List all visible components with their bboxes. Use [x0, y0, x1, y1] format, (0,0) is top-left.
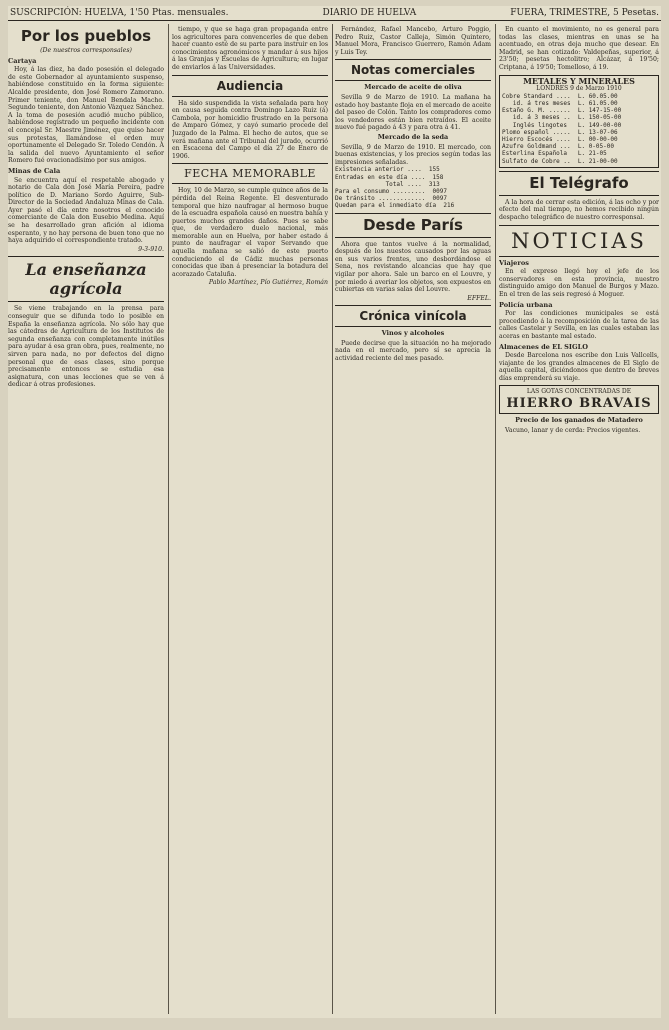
- divider: [499, 195, 659, 196]
- article-text: Desde Barcelona nos escribe don Luis Vallcells, viajante de los grandes almacenes de El Siglo de aquella capital, diciéndonos que dentro de breves días emprenderá su viaje.: [499, 352, 659, 382]
- newspaper-page: [8, 6, 661, 1018]
- section-heading: Viajeros: [499, 258, 529, 267]
- article-text: En cuanto el movimiento, no es general para todas las clases, mientras en unas se ha acentuado, en otras deja mucho que desear. En Madrid, se han cotizado: Valdepeñas, superior, á 23'50; pesetas hectolitro; Alcázar, á 19'50; Criptana, á 19'50; Tomelloso, á 19.: [499, 26, 659, 71]
- article-text: Fernández, Rafael Mancebo, Arturo Poggio, Pedro Ruiz, Castor Calleja, Simón Quintero, Manuel Mora, Francisco Guerrero, Ramón Adam y Luis Tey.: [335, 26, 491, 56]
- article-text: Hoy, á las diez, ha dado posesión el delegado de este Gobernador al ayuntamiento suspenso, habiéndose constituido en la forma siguiente: Alcalde presidente, don José Romero Zamorano. Primer teniente, don Manuel Bendala Macho. Segundo teniente, don Antonio Vázquez Sánchez. A la toma de posesión acudió mucho público, habiéndose registrado un pequeño incidente con el concejal Sr. Maestre Jiménez, que quiso hacer sus protestas, llamándose el orden muy oportunamente el Delegado Sr. Toledo Cendón. A la salida del nuevo Ayuntamiento el señor Romero fué ovacionadísimo por sus amigos.: [8, 66, 164, 165]
- advert-subtitle: LONDRES 9 de Marzo 1910: [536, 85, 622, 93]
- divider: [172, 96, 328, 97]
- article-text: Se encuentra aquí el respetable abogado y notario de Cala don José María Pereira, padre político de D. Mariano Sordo Aguirre, Sub-Director de la Sociedad Andaluza Minas de Cala. Ayer pasó el día entre nosotros el conocido comerciante de Cala don Eusebio Medina. Aquí se ha desarrollado gran afición al idioma esperanto, y no hay persona de buen tono que no haya adquirido el correspondiente tratado.: [8, 176, 164, 245]
- divider: [335, 237, 491, 238]
- divider: [335, 305, 491, 306]
- article-title: FECHA MEMORABLE: [184, 167, 316, 181]
- article-text: tiempo, y que se haga gran propaganda entre los agricultores para convencerles de que deben hacer cuanto esté de su parte para instruir en los conocimientos agronómicos y mandar á sus hijos á las Granjas y Escuelas de Agricultura; en lugar de enviarlos á las Universidades.: [172, 26, 328, 71]
- article-title: Por los pueblos: [20, 27, 152, 45]
- section-heading: Cartaya: [8, 56, 37, 65]
- article-subtitle: (De nuestros corresponsales): [40, 47, 132, 54]
- divider: [335, 80, 491, 81]
- divider: [499, 256, 659, 257]
- divider: [8, 301, 164, 302]
- section-heading: Vinos y alcoholes: [381, 329, 445, 338]
- article-title: Crónica vinícola: [359, 309, 467, 324]
- column-rule: [168, 24, 169, 1014]
- masthead-center: DIARIO DE HUELVA: [322, 8, 417, 18]
- divider: [499, 171, 659, 172]
- divider: [172, 75, 328, 76]
- divider: [499, 225, 659, 226]
- metals-table: Cobre Standard .... L. 60.05.00 id. á tres meses L. 61.05.00 Estaño G. M. ...... L. 147-15-00 id. á 3 meses .. L. 150-05-00 Inglés lingotes L. 149-00-00 Plomo español ..... L. 13-07-06 Hierro Escocés .... L. 00-00-00 Azufre Goldmand ... L. 0-05-00 Esterlina Española L. 21-05 Sulfato de Cobre .. L. 21-00-00: [502, 92, 622, 165]
- article-date: 9-3-910.: [138, 245, 164, 253]
- column-3: [335, 26, 491, 1014]
- article-text: Vacuno, lanar y de cerda: Precios vigentes.: [505, 426, 641, 434]
- article-signature: Pablo Martínez, Pío Gutiérrez, Román: [208, 279, 328, 287]
- divider: [172, 183, 328, 184]
- article-signature: EFFEL.: [467, 294, 491, 302]
- section-heading: Mercado de aceite de oliva: [364, 83, 462, 92]
- advert-title: HIERRO BRAVAIS: [506, 396, 652, 412]
- masthead: [8, 6, 661, 21]
- article-title: La enseñanza agrícola: [25, 260, 147, 299]
- article-text: Sevilla, 9 de Marzo de 1910. El mercado, con buenas existencias, y los precios según todas las impresiones señaladas.: [335, 143, 491, 166]
- column-4: [499, 26, 659, 1014]
- advert-subtitle: LAS GOTAS CONCENTRADAS DE: [526, 388, 632, 396]
- article-title: El Telégrafo: [529, 173, 629, 192]
- section-heading: Almacenes de EL SIGLO: [499, 342, 588, 351]
- section-heading: Policía urbana: [499, 300, 553, 309]
- article-text: En el expreso llegó hoy el jefe de los conservadores en esta provincia, nuestro distinguido amigo don Manuel de Burgos y Mazo. En el tren de las seis regresó á Moguer.: [499, 268, 659, 298]
- section-heading: Mercado de la seda: [377, 132, 449, 141]
- hierro-advert: [499, 385, 659, 414]
- article-text: Por las condiciones municipales se está procediendo á la recomposición de la tarea de las calles Castelar y Sevilla, en las cuales estaban las aceras en bastante mal estado.: [499, 310, 659, 340]
- section-heading: Precio de los ganados de Matadero: [515, 416, 643, 425]
- masthead-left: SUSCRIPCIÓN: HUELVA, 1'50 Ptas. mensuales.: [10, 8, 229, 18]
- masthead-right: FUERA, TRIMESTRE, 5 Pesetas.: [510, 8, 659, 18]
- divider: [172, 163, 328, 164]
- divider: [335, 326, 491, 327]
- divider: [335, 59, 491, 60]
- article-text: A la hora de cerrar esta edición, á las ocho y por efecto del mal tiempo, no hemos recibido ningún despacho telegráfico de nuestro corresponsal.: [499, 198, 659, 221]
- article-text: Sevilla 9 de Marzo de 1910. La mañana ha estado hoy bastante floja en el mercado de aceite del paseo de Colón. Tanto los compradores como los vendedores están bien retraídos. El aceite nuevo fué pagado á 43 y para otra á 41.: [335, 93, 491, 132]
- article-text: Puede decirse que la situación no ha mejorado nada en el mercado, pero sí se aprecia la actividad reciente del mes pasado.: [335, 339, 491, 363]
- column-rule: [332, 24, 333, 1014]
- metals-advert: [499, 75, 659, 168]
- advert-title: METALES Y MINERALES: [523, 75, 635, 86]
- article-text: Ha sido suspendida la vista señalada para hoy en causa seguida contra Domingo Lazo Ruiz (á) Cambola, por homicidio frustrado en la persona de Amparo Gómez, y cayó sumario procede del Juzgado de la Palma. El hecho de autos, que se verá mañana ante el Tribunal del jurado, ocurrió en Escacena del Campo el día 27 de Enero de 1906.: [172, 99, 328, 160]
- column-rule: [495, 24, 496, 1014]
- article-title: Desde París: [363, 215, 463, 234]
- section-heading: Minas de Cala: [8, 166, 61, 175]
- column-1: [8, 26, 164, 1014]
- article-title: Audiencia: [216, 78, 284, 93]
- article-text: Ahora que tantos vuelve á la normalidad, después de los nuestos causados por las aguas en sus varios frentes, uno desbordándose el Sena, nos revistando alcancias que hay que vigilar por ahora. Sale un barco en el Louvre, y por miedo á averiar los objetos, son expuestos en cubiertas en varias salas del Louvre.: [335, 240, 491, 294]
- article-title: NOTICIAS: [511, 228, 647, 253]
- article-title: Notas comerciales: [350, 63, 476, 78]
- article-text: Se viene trabajando en la prensa para conseguir que se difunda todo lo posible en España la enseñanza agrícola. No sólo hay que las cátedras de Agricultura de los Institutos de segunda enseñanza con completamente inútiles para ayudar á esa gran obra, pues, realmente, no sirven para nada, no por defectos del digno personal que de esas clases, sino porque precisamente entonces se estudia esa asignatura, con unas lecciones que se ven á dedicar á otras profesiones.: [8, 305, 164, 389]
- divider: [8, 256, 164, 257]
- quotes-table: Existencia anterior .... 155 Entradas en este día .... 158 Total .... 313 Para el consumo ......... 0097 De tránsito ............. 0097 Quedan para el inmediato día 216: [335, 166, 455, 210]
- column-2: [172, 26, 328, 1014]
- article-text: Hoy, 10 de Marzo, se cumple quince años de la pérdida del Reina Regente. El desventurado temporal que hizo naufragar al hermoso buque de la escuadra española causó en nuestra bahía y puertos muchos grandes daños. Pues se sabe que, de verdadero duelo nacional, más memorable aun en Huelva, por haber estado á punto de naufragar el vapor Servando que aquella mañana se salió de este puerto conduciendo el de Cádiz muchas personas conocidas que iban á presenciar la botadura del acorazado Cataluña.: [172, 187, 328, 278]
- divider: [335, 213, 491, 214]
